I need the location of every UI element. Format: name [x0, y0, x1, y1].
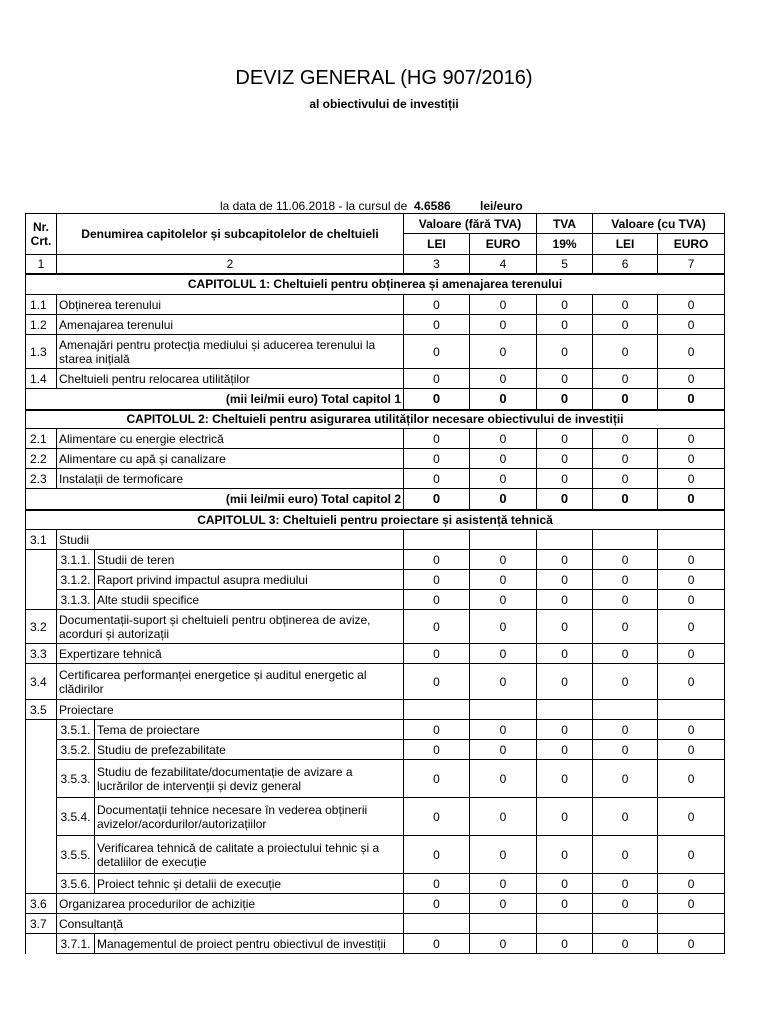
row-value: 0: [470, 740, 537, 760]
row-name: Proiect tehnic și detalii de execuție: [95, 874, 404, 894]
index-cell: 1: [26, 255, 57, 274]
row-value: 0: [593, 720, 658, 740]
row-value: 0: [593, 644, 658, 664]
empty-cell: [26, 874, 57, 894]
row-value: 0: [537, 429, 593, 449]
row-value: 0: [537, 934, 593, 954]
table-row: [26, 664, 725, 700]
row-name: Proiectare: [57, 700, 404, 720]
row-name: Expertizare tehnică: [57, 644, 404, 664]
total-value: 0: [537, 389, 593, 410]
table-row: [26, 740, 725, 760]
row-value: 0: [658, 550, 725, 570]
table-row: [26, 295, 725, 315]
row-value: 0: [470, 798, 537, 836]
table-row: [26, 610, 725, 644]
total-value: 0: [470, 489, 537, 510]
row-value: 0: [537, 798, 593, 836]
row-value: [593, 530, 658, 550]
row-value: 0: [404, 644, 470, 664]
table-row: [26, 836, 725, 874]
row-value: 0: [404, 590, 470, 610]
row-value: 0: [470, 874, 537, 894]
row-number: 3.5.6.: [57, 874, 95, 894]
row-value: 0: [658, 664, 725, 700]
table-row: [26, 874, 725, 894]
row-value: 0: [537, 590, 593, 610]
row-value: 0: [404, 720, 470, 740]
table-row: [26, 934, 725, 954]
row-value: 0: [470, 760, 537, 798]
col-val-no-vat: Valoare (fără TVA): [404, 214, 537, 234]
row-value: 0: [658, 335, 725, 369]
chapter-1-row: [26, 274, 725, 295]
row-value: [470, 700, 537, 720]
row-number: 1.2: [26, 315, 57, 335]
total-label: (mii lei/mii euro) Total capitol 2: [26, 489, 404, 510]
row-value: 0: [404, 315, 470, 335]
row-number: 2.1: [26, 429, 57, 449]
row-number: 3.5.3.: [57, 760, 95, 798]
row-value: [658, 530, 725, 550]
table-row: [26, 530, 725, 550]
row-value: 0: [404, 934, 470, 954]
row-value: 0: [470, 590, 537, 610]
row-value: 0: [593, 798, 658, 836]
row-value: 0: [537, 610, 593, 644]
empty-cell: [26, 760, 57, 798]
row-number: 3.3: [26, 644, 57, 664]
row-name: Studii de teren: [95, 550, 404, 570]
table-row: [26, 429, 725, 449]
row-value: 0: [593, 894, 658, 914]
row-number: 3.2: [26, 610, 57, 644]
row-number: 3.5.4.: [57, 798, 95, 836]
row-value: 0: [593, 335, 658, 369]
index-row: [26, 255, 725, 274]
col-val-vat: Valoare (cu TVA): [593, 214, 725, 234]
row-name: Documentații-suport și cheltuieli pentru obținerea de avize, acorduri și autorizații: [57, 610, 404, 644]
row-value: 0: [593, 429, 658, 449]
row-value: [658, 700, 725, 720]
row-value: 0: [537, 720, 593, 740]
table-row: [26, 760, 725, 798]
row-value: 0: [470, 315, 537, 335]
row-value: 0: [470, 369, 537, 389]
row-value: 0: [404, 664, 470, 700]
empty-cell: [26, 934, 57, 954]
total-value: 0: [404, 389, 470, 410]
table-row: [26, 644, 725, 664]
row-number: 3.4: [26, 664, 57, 700]
row-value: 0: [593, 469, 658, 489]
row-value: 0: [404, 874, 470, 894]
rate-label: la data de 11.06.2018 - la cursul de: [220, 199, 408, 213]
row-value: 0: [470, 469, 537, 489]
table-row: [26, 590, 725, 610]
row-value: 0: [470, 550, 537, 570]
table-row: [26, 894, 725, 914]
row-value: 0: [404, 570, 470, 590]
col-name: Denumirea capitolelor și subcapitolelor de cheltuieli: [57, 214, 404, 255]
row-value: 0: [537, 369, 593, 389]
row-value: 0: [470, 335, 537, 369]
row-value: 0: [658, 449, 725, 469]
row-value: [537, 530, 593, 550]
chapter-3-row: [26, 510, 725, 530]
row-name: Documentații tehnice necesare în vederea obținerii avizelor/acordurilor/autorizațiilor: [95, 798, 404, 836]
row-value: 0: [593, 836, 658, 874]
row-value: 0: [658, 934, 725, 954]
empty-cell: [26, 740, 57, 760]
empty-cell: [26, 836, 57, 874]
row-number: 3.7.1.: [57, 934, 95, 954]
empty-cell: [26, 720, 57, 740]
col-nr: Nr. Crt.: [26, 214, 57, 255]
row-number: 1.4: [26, 369, 57, 389]
row-value: 0: [593, 315, 658, 335]
row-name: Amenajări pentru protecția mediului și aducerea terenului la starea inițială: [57, 335, 404, 369]
row-name: Studiu de prefezabilitate: [95, 740, 404, 760]
index-cell: 3: [404, 255, 470, 274]
row-number: 3.1.1.: [57, 550, 95, 570]
row-value: [593, 700, 658, 720]
row-number: 3.5: [26, 700, 57, 720]
row-name: Certificarea performanței energetice și auditul energetic al clădirilor: [57, 664, 404, 700]
row-value: 0: [404, 894, 470, 914]
row-value: [537, 914, 593, 934]
total-row-2: [26, 489, 725, 510]
empty-cell: [26, 590, 57, 610]
row-value: 0: [658, 644, 725, 664]
row-name: Alte studii specifice: [95, 590, 404, 610]
document-subtitle: al obiectivului de investiții: [309, 97, 459, 111]
total-label: (mii lei/mii euro) Total capitol 1: [26, 389, 404, 410]
total-value: 0: [658, 489, 725, 510]
table-row: [26, 700, 725, 720]
row-value: 0: [593, 295, 658, 315]
table-row: [26, 798, 725, 836]
row-value: 0: [404, 760, 470, 798]
row-value: 0: [658, 720, 725, 740]
row-value: 0: [537, 874, 593, 894]
row-value: 0: [537, 760, 593, 798]
row-value: 0: [470, 894, 537, 914]
row-value: 0: [593, 874, 658, 894]
row-number: 1.3: [26, 335, 57, 369]
row-value: 0: [537, 664, 593, 700]
row-value: 0: [404, 369, 470, 389]
row-value: 0: [537, 644, 593, 664]
row-value: 0: [470, 295, 537, 315]
row-name: Instalații de termoficare: [57, 469, 404, 489]
row-value: [658, 914, 725, 934]
row-value: [404, 914, 470, 934]
row-value: 0: [593, 570, 658, 590]
table-row: [26, 570, 725, 590]
row-number: 3.5.1.: [57, 720, 95, 740]
col-vat-pct: 19%: [537, 234, 593, 255]
row-value: 0: [658, 894, 725, 914]
total-value: 0: [593, 489, 658, 510]
row-value: 0: [470, 429, 537, 449]
document-title: DEVIZ GENERAL (HG 907/2016): [235, 67, 533, 89]
row-value: 0: [537, 449, 593, 469]
row-value: 0: [404, 469, 470, 489]
row-value: 0: [658, 295, 725, 315]
row-value: 0: [593, 449, 658, 469]
header-row: [26, 214, 725, 234]
table-row: [26, 914, 725, 934]
row-value: 0: [658, 610, 725, 644]
row-value: [470, 530, 537, 550]
row-value: 0: [404, 550, 470, 570]
row-value: 0: [593, 760, 658, 798]
row-value: 0: [470, 934, 537, 954]
row-value: 0: [658, 760, 725, 798]
row-value: 0: [404, 449, 470, 469]
row-number: 3.6: [26, 894, 57, 914]
index-cell: 5: [537, 255, 593, 274]
row-name: Tema de proiectare: [95, 720, 404, 740]
row-value: 0: [537, 315, 593, 335]
row-value: 0: [593, 369, 658, 389]
row-value: 0: [658, 369, 725, 389]
row-value: 0: [593, 934, 658, 954]
total-row-1: [26, 389, 725, 410]
row-name: Alimentare cu apă și canalizare: [57, 449, 404, 469]
index-cell: 7: [658, 255, 725, 274]
row-number: 1.1: [26, 295, 57, 315]
row-value: 0: [537, 836, 593, 874]
index-cell: 4: [470, 255, 537, 274]
row-name: Alimentare cu energie electrică: [57, 429, 404, 449]
row-value: 0: [404, 740, 470, 760]
row-value: 0: [470, 644, 537, 664]
rate-unit: lei/euro: [480, 199, 523, 213]
row-name: Organizarea procedurilor de achiziție: [57, 894, 404, 914]
chapter-2-row: [26, 410, 725, 429]
rate-value: 4.6586: [414, 199, 451, 213]
row-value: 0: [404, 335, 470, 369]
chapter-title: CAPITOLUL 2: Cheltuieli pentru asigurarea utilităților necesare obiectivului de investiții: [26, 410, 725, 429]
empty-cell: [26, 798, 57, 836]
row-name: Cheltuieli pentru relocarea utilităților: [57, 369, 404, 389]
row-name: Studii: [57, 530, 404, 550]
row-value: 0: [537, 570, 593, 590]
row-value: 0: [404, 836, 470, 874]
row-name: Obținerea terenului: [57, 295, 404, 315]
row-number: 3.1.2.: [57, 570, 95, 590]
row-number: 3.1.3.: [57, 590, 95, 610]
total-value: 0: [658, 389, 725, 410]
row-name: Verificarea tehnică de calitate a proiectului tehnic și a detaliilor de execuție: [95, 836, 404, 874]
row-value: 0: [537, 740, 593, 760]
row-number: 3.7: [26, 914, 57, 934]
index-cell: 6: [593, 255, 658, 274]
row-name: Studiu de fezabilitate/documentație de avizare a lucrărilor de intervenții și deviz general: [95, 760, 404, 798]
chapter-title: CAPITOLUL 3: Cheltuieli pentru proiectare și asistență tehnică: [26, 510, 725, 530]
row-value: [404, 530, 470, 550]
col-lei-2: LEI: [593, 234, 658, 255]
row-value: 0: [537, 335, 593, 369]
row-name: Raport privind impactul asupra mediului: [95, 570, 404, 590]
row-value: 0: [404, 610, 470, 644]
row-number: 3.1: [26, 530, 57, 550]
row-value: 0: [593, 590, 658, 610]
row-value: 0: [658, 469, 725, 489]
table-row: [26, 315, 725, 335]
row-value: 0: [658, 429, 725, 449]
row-value: 0: [470, 720, 537, 740]
col-lei: LEI: [404, 234, 470, 255]
row-value: 0: [537, 295, 593, 315]
row-number: 2.3: [26, 469, 57, 489]
table-row: [26, 550, 725, 570]
row-value: [537, 700, 593, 720]
row-value: [470, 914, 537, 934]
row-value: 0: [537, 894, 593, 914]
row-value: [593, 914, 658, 934]
row-value: 0: [658, 798, 725, 836]
row-value: [404, 700, 470, 720]
row-value: 0: [470, 836, 537, 874]
row-value: 0: [658, 740, 725, 760]
col-vat: TVA: [537, 214, 593, 234]
row-value: 0: [658, 836, 725, 874]
table-row: [26, 449, 725, 469]
empty-cell: [26, 550, 57, 570]
row-number: 2.2: [26, 449, 57, 469]
row-value: 0: [593, 550, 658, 570]
row-name: Consultanță: [57, 914, 404, 934]
row-value: 0: [593, 740, 658, 760]
row-value: 0: [658, 874, 725, 894]
row-number: 3.5.5.: [57, 836, 95, 874]
total-value: 0: [404, 489, 470, 510]
row-value: 0: [470, 664, 537, 700]
row-value: 0: [404, 798, 470, 836]
table-row: [26, 720, 725, 740]
budget-table: [25, 213, 725, 954]
row-value: 0: [470, 449, 537, 469]
total-value: 0: [537, 489, 593, 510]
row-value: 0: [593, 610, 658, 644]
row-value: 0: [658, 315, 725, 335]
total-value: 0: [593, 389, 658, 410]
row-number: 3.5.2.: [57, 740, 95, 760]
row-value: 0: [470, 610, 537, 644]
row-value: 0: [593, 664, 658, 700]
table-row: [26, 369, 725, 389]
row-name: Managementul de proiect pentru obiectivul de investiții: [95, 934, 404, 954]
row-value: 0: [658, 570, 725, 590]
row-value: 0: [537, 550, 593, 570]
row-value: 0: [537, 469, 593, 489]
row-value: 0: [658, 590, 725, 610]
table-row: [26, 335, 725, 369]
total-value: 0: [470, 389, 537, 410]
row-value: 0: [404, 429, 470, 449]
row-value: 0: [470, 570, 537, 590]
index-cell: 2: [57, 255, 404, 274]
chapter-title: CAPITOLUL 1: Cheltuieli pentru obținerea și amenajarea terenului: [26, 274, 725, 295]
col-euro: EURO: [470, 234, 537, 255]
row-name: Amenajarea terenului: [57, 315, 404, 335]
table-row: [26, 469, 725, 489]
empty-cell: [26, 570, 57, 590]
col-euro-2: EURO: [658, 234, 725, 255]
row-value: 0: [404, 295, 470, 315]
